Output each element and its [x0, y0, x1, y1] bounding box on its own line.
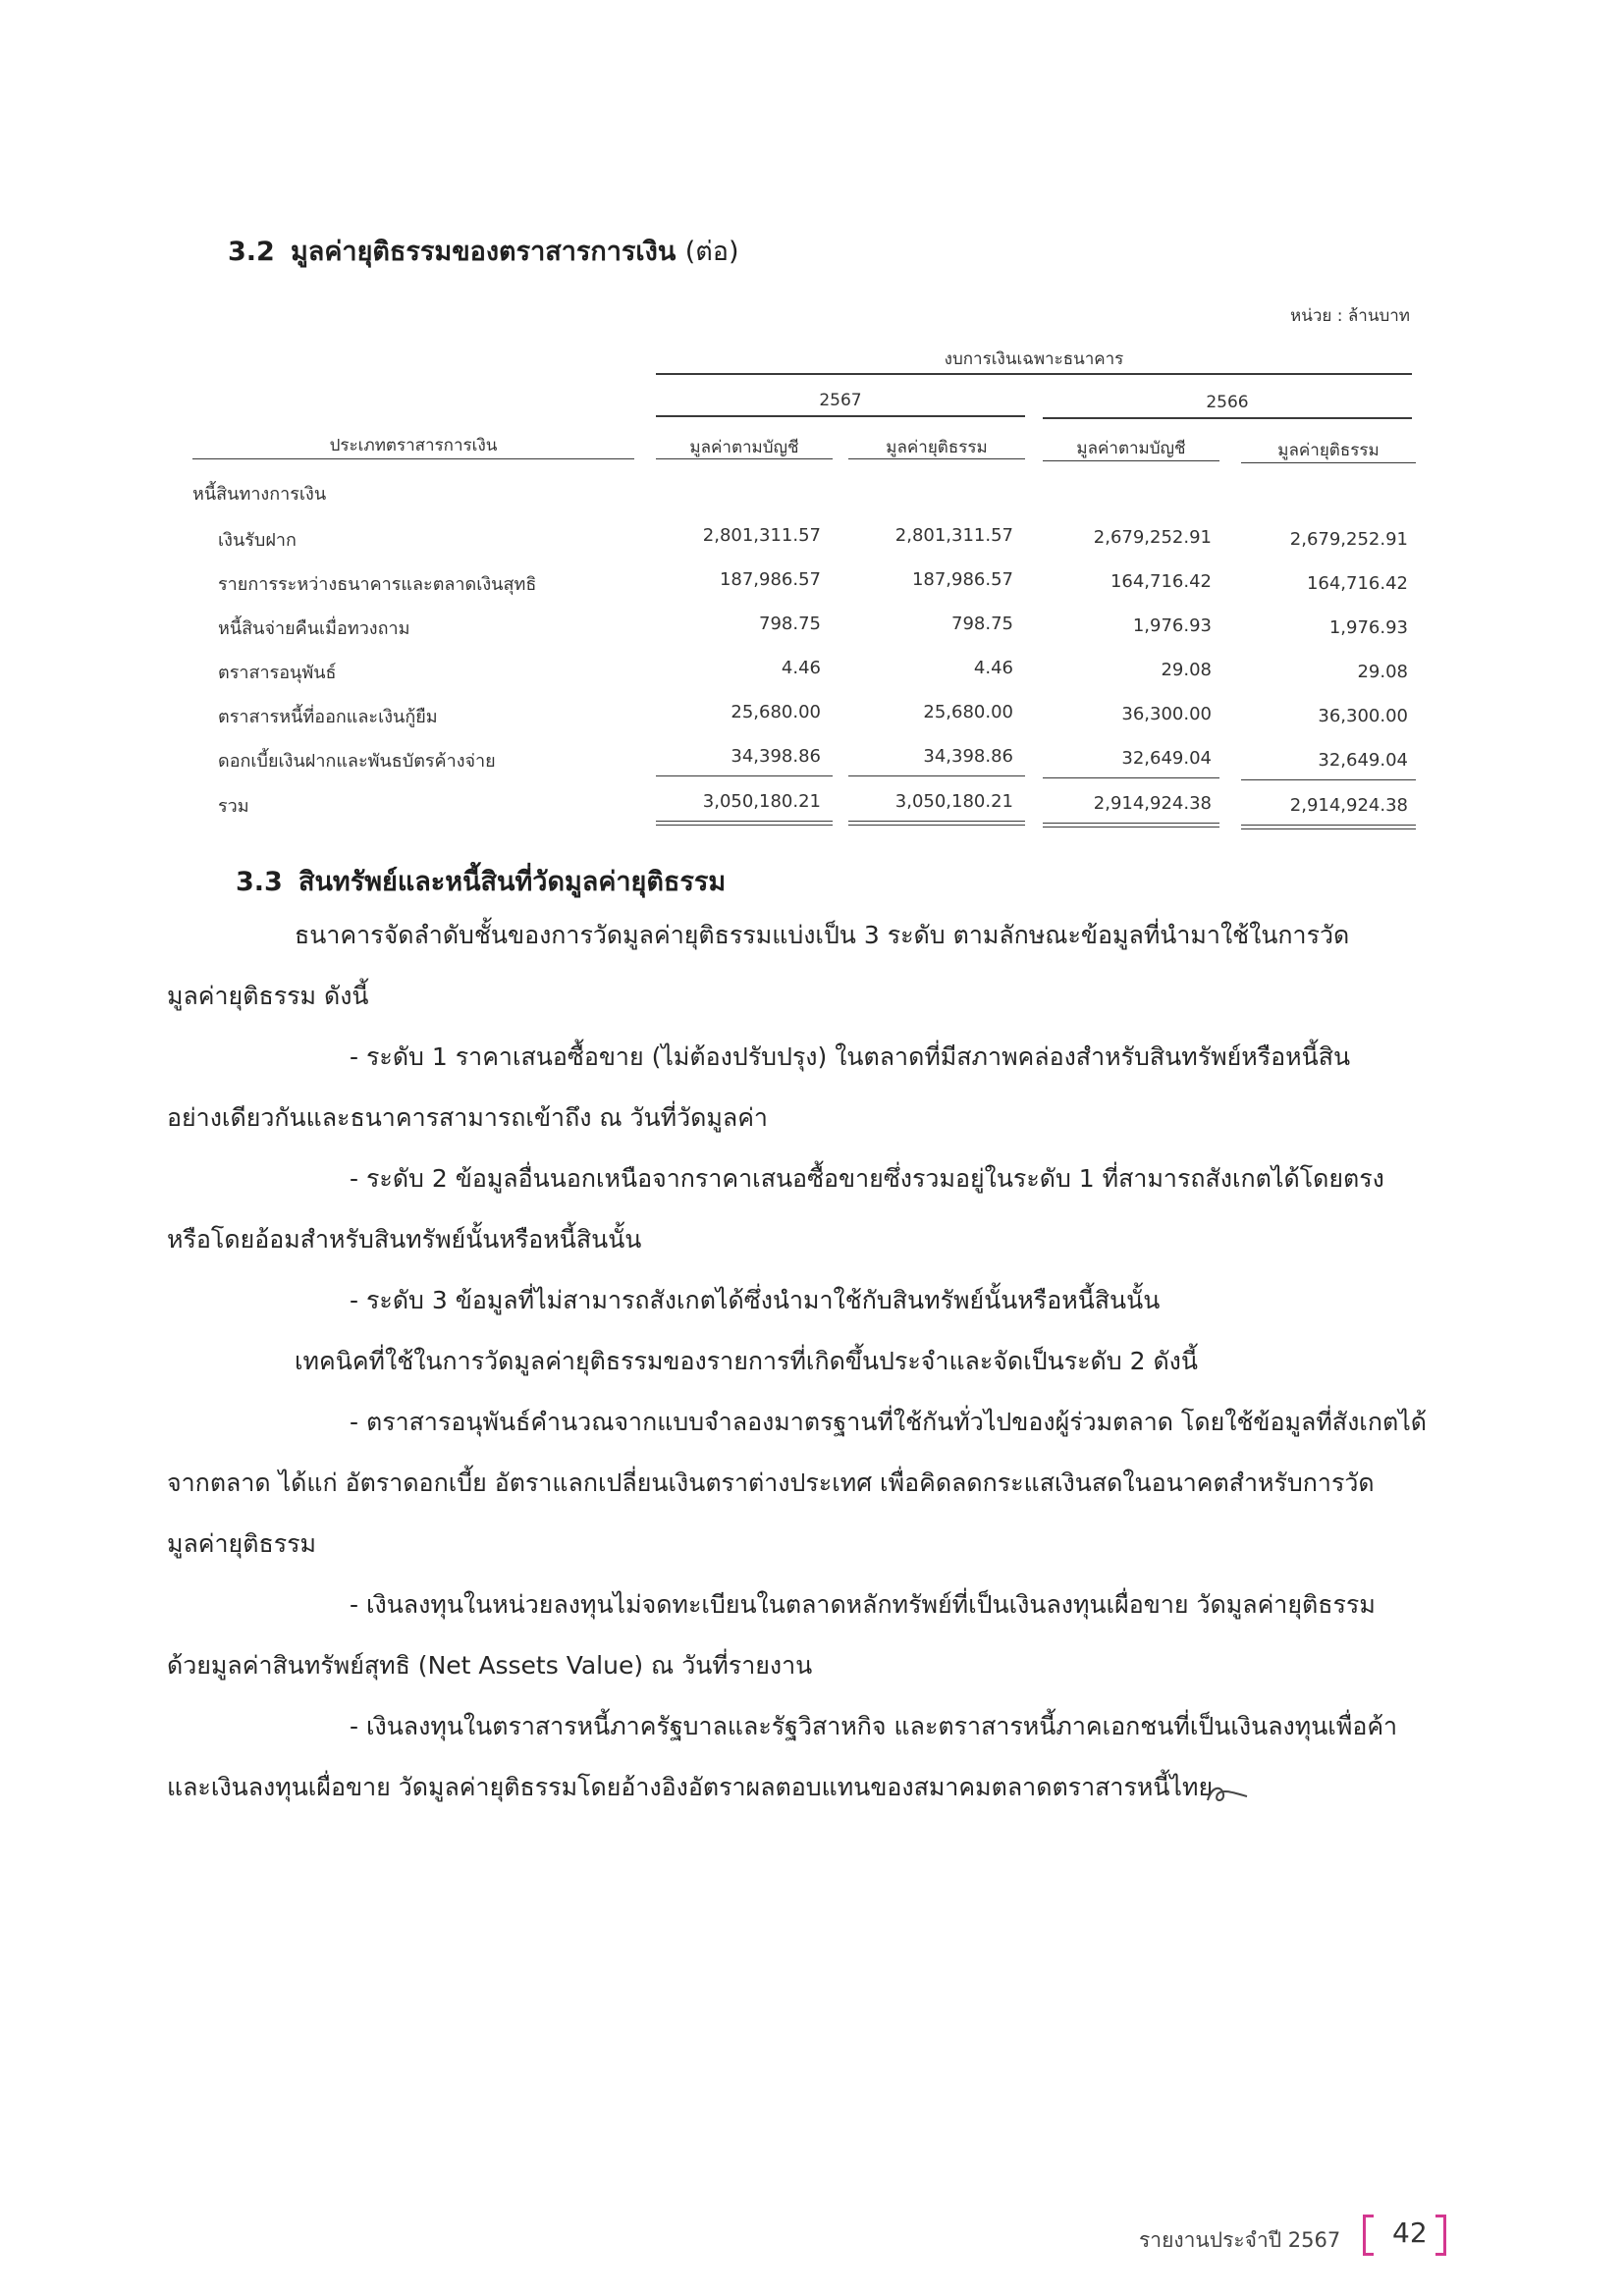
table-row [0, 525, 1624, 555]
cell-book-2566: 29.08 [1161, 660, 1212, 680]
double-rule [1043, 827, 1219, 828]
year-header-2566: 2566 [1206, 393, 1249, 412]
bracket-left-icon [1363, 2215, 1374, 2256]
signature-initial-mark [1204, 1775, 1253, 1810]
year-header-2567: 2567 [819, 391, 862, 410]
col-rule-fair-2566 [1241, 462, 1416, 463]
total-fair-2567: 3,050,180.21 [894, 791, 1013, 812]
footer-report-title: รายงานประจำปี 2567 [1139, 2228, 1341, 2252]
bracket-right-icon [1435, 2215, 1446, 2256]
table-row [0, 702, 1624, 731]
row-label: เงินรับฝาก [218, 530, 297, 551]
cell-book-2567: 4.46 [781, 658, 821, 678]
row-label: ตราสารอนุพันธ์ [218, 663, 337, 683]
col-header-fair-2566: มูลค่ายุติธรรม [1277, 441, 1380, 460]
col-rule-type [192, 458, 634, 459]
row-label: รายการระหว่างธนาคารและตลาดเงินสุทธิ [218, 574, 537, 595]
table-row [0, 746, 1624, 775]
total-book-2567: 3,050,180.21 [702, 791, 821, 812]
table-row [0, 569, 1624, 599]
cell-fair-2566: 29.08 [1357, 662, 1408, 682]
double-rule [1241, 828, 1416, 829]
group-label: หนี้สินทางการเงิน [192, 484, 327, 505]
paragraph-line: หรือโดยอ้อมสำหรับสินทรัพย์นั้นหรือหนี้สินนั้น [167, 1225, 642, 1254]
col-rule-fair-2567 [848, 458, 1025, 459]
section-title: สินทรัพย์และหนี้สินที่วัดมูลค่ายุติธรรม [298, 867, 727, 897]
section-title: มูลค่ายุติธรรมของตราสารการเงิน [291, 237, 677, 267]
double-rule [848, 821, 1025, 822]
cell-book-2567: 34,398.86 [731, 746, 821, 767]
paragraph-line: - ระดับ 1 ราคาเสนอซื้อขาย (ไม่ต้องปรับปรุง) ในตลาดที่มีสภาพคล่องสำหรับสินทรัพย์หรือหนี้สิน [350, 1042, 1351, 1071]
cell-fair-2567: 25,680.00 [923, 702, 1013, 722]
paragraph-line: - ระดับ 3 ข้อมูลที่ไม่สามารถสังเกตได้ซึ่งนำมาใช้กับสินทรัพย์นั้นหรือหนี้สินนั้น [350, 1286, 1161, 1314]
col-header-book-2566: มูลค่าตามบัญชี [1076, 439, 1186, 458]
total-rule [1043, 777, 1219, 778]
paragraph-line: มูลค่ายุติธรรม [167, 1529, 317, 1558]
section-number: 3.3 [236, 867, 283, 897]
cell-fair-2566: 1,976.93 [1328, 617, 1408, 638]
cell-book-2566: 164,716.42 [1110, 571, 1212, 592]
paragraph-line: เทคนิคที่ใช้ในการวัดมูลค่ายุติธรรมของรายการที่เกิดขึ้นประจำและจัดเป็นระดับ 2 ดังนี้ [295, 1347, 1198, 1375]
header-rule [656, 373, 1412, 375]
paragraph-line: - ตราสารอนุพันธ์คำนวณจากแบบจำลองมาตรฐานที่ใช้กันทั่วไปของผู้ร่วมตลาด โดยใช้ข้อมูลที่สังเกตได้ [350, 1408, 1427, 1436]
group-header: งบการเงินเฉพาะธนาคาร [944, 349, 1124, 369]
col-rule-book-2566 [1043, 460, 1219, 461]
cell-fair-2567: 4.46 [973, 658, 1013, 678]
double-rule [656, 825, 833, 826]
section-heading-3-3 [236, 860, 726, 902]
paragraph-line: อย่างเดียวกันและธนาคารสามารถเข้าถึง ณ วันที่วัดมูลค่า [167, 1103, 768, 1132]
paragraph-line: - เงินลงทุนในตราสารหนี้ภาครัฐบาลและรัฐวิสาหกิจ และตราสารหนี้ภาคเอกชนที่เป็นเงินลงทุนเพื่อค้า [350, 1712, 1398, 1740]
row-label: ตราสารหนี้ที่ออกและเงินกู้ยืม [218, 707, 438, 727]
row-label: หนี้สินจ่ายคืนเมื่อทวงถาม [218, 618, 410, 639]
cell-book-2566: 2,679,252.91 [1093, 527, 1212, 548]
table-total-row [0, 791, 1624, 821]
year-rule-2566 [1043, 417, 1412, 419]
total-rule [1241, 779, 1416, 780]
cell-book-2567: 25,680.00 [731, 702, 821, 722]
cell-fair-2567: 34,398.86 [923, 746, 1013, 767]
table-row [0, 614, 1624, 643]
paragraph-line: - ระดับ 2 ข้อมูลอื่นนอกเหนือจากราคาเสนอซื้อขายซึ่งรวมอยู่ในระดับ 1 ที่สามารถสังเกตได้โดยตรง [350, 1164, 1384, 1193]
page-number: 42 [1392, 2216, 1428, 2249]
section-number: 3.2 [228, 237, 275, 267]
section-heading-3-2 [228, 230, 739, 272]
row-label: ดอกเบี้ยเงินฝากและพันธบัตรค้างจ่าย [218, 751, 496, 772]
double-rule [848, 825, 1025, 826]
cell-fair-2566: 32,649.04 [1318, 750, 1408, 771]
total-label: รวม [218, 796, 249, 817]
paragraph-line: มูลค่ายุติธรรม ดังนี้ [167, 982, 369, 1010]
cell-fair-2566: 36,300.00 [1318, 706, 1408, 726]
cell-fair-2567: 187,986.57 [911, 569, 1013, 590]
paragraph-line: จากตลาด ได้แก่ อัตราดอกเบี้ย อัตราแลกเปลี่ยนเงินตราต่างประเทศ เพื่อคิดลดกระแสเงินสดในอนาคตสำหรับการวัด [167, 1468, 1375, 1497]
col-header-fair-2567: มูลค่ายุติธรรม [886, 438, 988, 457]
cell-book-2566: 36,300.00 [1121, 704, 1212, 724]
double-rule [1043, 823, 1219, 824]
year-rule-2567 [656, 415, 1025, 417]
cell-book-2567: 798.75 [759, 614, 821, 634]
cell-fair-2566: 164,716.42 [1306, 573, 1408, 594]
paragraph-line: ด้วยมูลค่าสินทรัพย์สุทธิ (Net Assets Value) ณ วันที่รายงาน [167, 1651, 813, 1680]
cell-fair-2566: 2,679,252.91 [1289, 529, 1408, 550]
cell-book-2567: 187,986.57 [719, 569, 821, 590]
double-rule [1241, 825, 1416, 826]
cell-book-2566: 1,976.93 [1132, 615, 1212, 636]
total-fair-2566: 2,914,924.38 [1289, 795, 1408, 816]
section-suffix: (ต่อ) [684, 237, 739, 267]
total-rule [848, 775, 1025, 776]
paragraph-line: ธนาคารจัดลำดับชั้นของการวัดมูลค่ายุติธรรมแบ่งเป็น 3 ระดับ ตามลักษณะข้อมูลที่นำมาใช้ในการวัด [295, 921, 1350, 949]
paragraph-line: - เงินลงทุนในหน่วยลงทุนไม่จดทะเบียนในตลาดหลักทรัพย์ที่เป็นเงินลงทุนเผื่อขาย วัดมูลค่ายุติธรรม [350, 1590, 1376, 1619]
unit-label: หน่วย : ล้านบาท [1290, 306, 1410, 326]
cell-book-2566: 32,649.04 [1121, 748, 1212, 769]
paragraph-line: และเงินลงทุนเผื่อขาย วัดมูลค่ายุติธรรมโดยอ้างอิงอัตราผลตอบแทนของสมาคมตลาดตราสารหนี้ไทย [167, 1773, 1214, 1801]
cell-fair-2567: 798.75 [951, 614, 1013, 634]
cell-fair-2567: 2,801,311.57 [894, 525, 1013, 546]
double-rule [656, 821, 833, 822]
col-header-type: ประเภทตราสารการเงิน [329, 436, 498, 455]
col-header-book-2567: มูลค่าตามบัญชี [689, 438, 799, 457]
cell-book-2567: 2,801,311.57 [702, 525, 821, 546]
col-rule-book-2567 [656, 458, 833, 459]
total-rule [656, 775, 833, 776]
total-book-2566: 2,914,924.38 [1093, 793, 1212, 814]
table-row [0, 658, 1624, 687]
